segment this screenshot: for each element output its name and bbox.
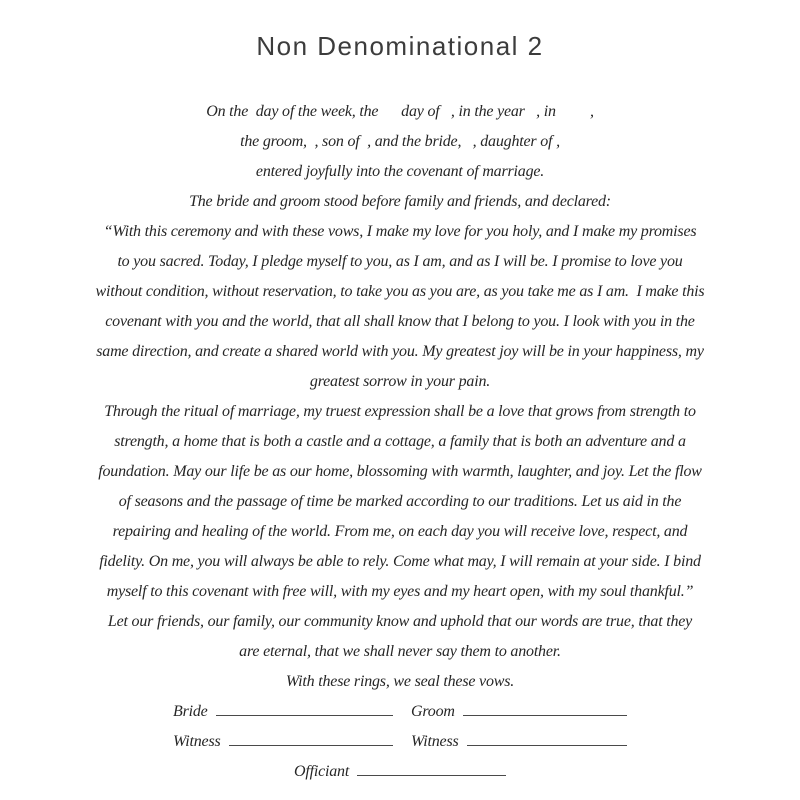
text-line: to you sacred. Today, I pledge myself to you, as I am, and as I will be. I promise to love you xyxy=(117,253,683,270)
document-title: Non Denominational 2 xyxy=(256,31,544,61)
text-line: With these rings, we seal these vows. xyxy=(285,673,515,690)
text-line: “With this ceremony and with these vows, I make my love for you holy, and I make my promises xyxy=(103,223,697,240)
signature-row xyxy=(0,727,800,757)
text-line: same direction, and create a shared world with you. My greatest joy will be in your happiness, my xyxy=(96,343,704,360)
text-line: without condition, without reservation, to take you as you are, as you take me as I am. I make this xyxy=(95,283,705,300)
witness-left-label: Witness xyxy=(173,733,221,750)
text-line: fidelity. On me, you will always be able to rely. Come what may, I will remain at your side. I bind xyxy=(99,553,701,570)
text-line: The bride and groom stood before family and friends, and declared: xyxy=(189,193,611,210)
bride-signature-line xyxy=(216,703,393,716)
signature-row xyxy=(0,697,800,727)
text-line: of seasons and the passage of time be marked according to our traditions. Let us aid in the xyxy=(118,493,682,510)
witness-right-signature-line xyxy=(467,733,628,746)
text-line: repairing and healing of the world. From me, on each day you will receive love, respect, and xyxy=(112,523,688,540)
text-line: On the day of the week, the day of , in the year , in , xyxy=(206,103,594,120)
signature-field-witness-left xyxy=(173,727,393,757)
officiant-signature-line xyxy=(357,763,506,776)
signature-row xyxy=(0,757,800,787)
bride-label: Bride xyxy=(173,703,208,720)
text-line: Through the ritual of marriage, my truest expression shall be a love that grows from strength to xyxy=(104,403,696,420)
text-line: strength, a home that is both a castle and a cottage, a family that is both an adventure and a xyxy=(114,433,686,450)
ceremony-text xyxy=(0,97,800,787)
text-line: Let our friends, our family, our community know and uphold that our words are true, that they xyxy=(107,613,693,630)
text-line: greatest sorrow in your pain. xyxy=(309,373,491,390)
text-line: entered joyfully into the covenant of marriage. xyxy=(255,163,545,180)
officiant-label: Officiant xyxy=(294,763,350,780)
text-line: the groom, , son of , and the bride, , daughter of , xyxy=(240,133,560,150)
witness-left-signature-line xyxy=(229,733,394,746)
text-line: foundation. May our life be as our home, blossoming with warmth, laughter, and joy. Let the flow xyxy=(98,463,702,480)
text-line: myself to this covenant with free will, with my eyes and my heart open, with my soul thankful.” xyxy=(106,583,694,600)
witness-right-label: Witness xyxy=(411,733,459,750)
signature-field-witness-right xyxy=(411,727,627,757)
groom-signature-line xyxy=(463,703,627,716)
text-line: are eternal, that we shall never say them to another. xyxy=(239,643,561,660)
text-line: covenant with you and the world, that all shall know that I belong to you. I look with you in the xyxy=(105,313,695,330)
signature-field-groom xyxy=(411,697,627,727)
groom-label: Groom xyxy=(411,703,455,720)
signature-field-bride xyxy=(173,697,393,727)
signature-field-officiant xyxy=(294,757,506,787)
